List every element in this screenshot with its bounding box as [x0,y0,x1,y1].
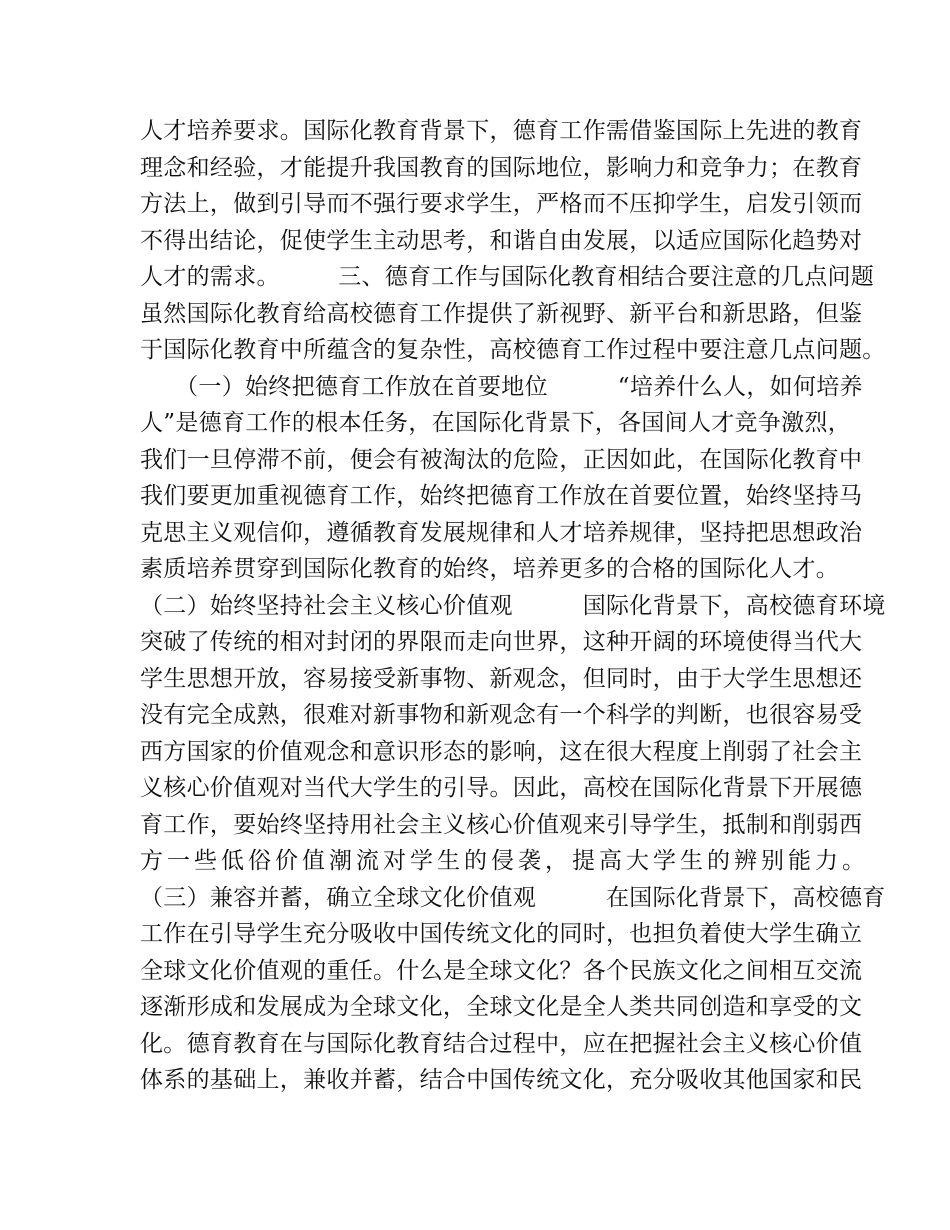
text-line: 突破了传统的相对封闭的界限而走向世界，这种开阔的环境使得当代大 [140,629,863,655]
text-line: 工作在引导学生充分吸收中国传统文化的同时，也担负着使大学生确立 [140,921,863,947]
text-line: 没有完全成熟，很难对新事物和新观念有一个科学的判断，也很容易受 [140,702,863,728]
text-line: 理念和经验，才能提升我国教育的国际地位，影响力和竞争力；在教育 [140,154,863,181]
body-text [140,113,886,1099]
text-line: 化。德育教育在与国际化教育结合过程中，应在把握社会主义核心价值 [140,1030,863,1057]
text-line: 人才培养要求。国际化教育背景下，德育工作需借鉴国际上先进的教育 [140,118,863,144]
text-line: 义核心价值观对当代大学生的引导。因此，高校在国际化背景下开展德 [140,775,863,801]
text-line: 克思主义观信仰，遵循教育发展规律和人才培养规律，坚持把思想政治 [140,519,863,546]
text-line: 学生思想开放，容易接受新事物、新观念，但同时，由于大学生思想还 [140,665,863,692]
text-line: （一）始终把德育工作放在首要地位 “培养什么人，如何培养 [140,373,863,400]
text-line: 我们一旦停滞不前，便会有被淘汰的危险，正因如此，在国际化教育中 [140,446,863,473]
text-line: 育工作，要始终坚持用社会主义核心价值观来引导学生，抵制和削弱西 [140,811,863,838]
text-line: 逐渐形成和发展成为全球文化，全球文化是全人类共同创造和享受的文 [140,994,863,1020]
text-line: 西方国家的价值观念和意识形态的影响，这在很大程度上削弱了社会主 [140,738,863,765]
text-line: 于国际化教育中所蕴含的复杂性，高校德育工作过程中要注意几点问题。 [140,337,886,363]
text-line: 全球文化价值观的重任。什么是全球文化？各个民族文化之间相互交流 [140,957,863,984]
text-line: 虽然国际化教育给高校德育工作提供了新视野、新平台和新思路，但鉴 [140,300,863,327]
text-line: 方一些低俗价值潮流对学生的侵袭，提高大学生的辨别能力。 [140,848,869,874]
text-line: 不得出结论，促使学生主动思考，和谐自由发展，以适应国际化趋势对 [140,227,863,254]
text-line: 体系的基础上，兼收并蓄，结合中国传统文化，充分吸收其他国家和民 [140,1067,863,1093]
text-line: 方法上，做到引导而不强行要求学生，严格而不压抑学生，启发引领而 [140,191,863,217]
text-line: 我们要更加重视德育工作，始终把德育工作放在首要位置，始终坚持马 [140,483,863,509]
text-line: （二）始终坚持社会主义核心价值观 国际化背景下，高校德育环境 [140,592,886,619]
text-line: 人”是德育工作的根本任务，在国际化背景下，各国间人才竞争激烈， [140,410,852,436]
text-line: 素质培养贯穿到国际化教育的始终，培养更多的合格的国际化人才。 [140,556,839,582]
text-line: 人才的需求。 三、德育工作与国际化教育相结合要注意的几点问题 [140,264,875,290]
text-line: （三）兼容并蓄，确立全球文化价值观 在国际化背景下，高校德育 [140,884,886,911]
